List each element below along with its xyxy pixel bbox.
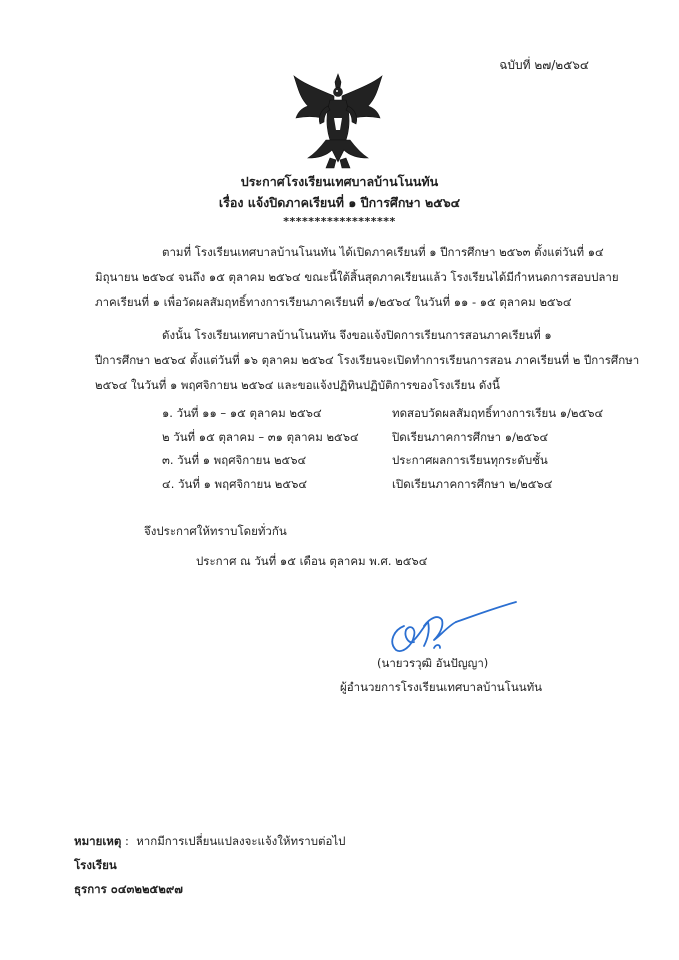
note-text: หากมีการเปลี่ยนแปลงจะแจ้งให้ทราบต่อไป xyxy=(136,834,346,848)
schedule-activity: ทดสอบวัดผลสัมฤทธิ์ทางการเรียน ๑/๒๕๖๔ xyxy=(392,406,604,420)
schedule-date: ๒ วันที่ ๑๕ ตุลาคม – ๓๑ ตุลาคม ๒๕๖๔ xyxy=(162,430,359,444)
schedule-activity: เปิดเรียนภาคการศึกษา ๒/๒๕๖๔ xyxy=(392,477,553,491)
paragraph-1-line-3: ภาคเรียนที่ ๑ เพื่อวัดผลสัมฤทธิ์ทางการเรียนภาคเรียนที่ ๑/๒๕๖๔ ในวันที่ ๑๑ - ๑๕ ตุลาคม ๒๕๖๔ xyxy=(95,295,572,309)
schedule-date: ๔. วันที่ ๑ พฤศจิกายน ๒๕๖๔ xyxy=(162,477,308,491)
garuda-emblem-icon xyxy=(290,70,386,170)
schedule-activity: ประกาศผลการเรียนทุกระดับชั้น xyxy=(392,453,548,467)
paragraph-2-line-3: ๒๕๖๔ ในวันที่ ๑ พฤศจิกายน ๒๕๖๔ และขอแจ้งปฏิทินปฏิบัติการของโรงเรียน ดังนี้ xyxy=(95,378,500,392)
schedule-activity: ปิดเรียนภาคการศึกษา ๑/๒๕๖๔ xyxy=(392,430,549,444)
note-office-line: ธุรการ ๐๔๓๒๒๕๒๙๗ xyxy=(74,882,183,896)
note-label: หมายเหตุ xyxy=(74,834,122,848)
announcement-title: ประกาศโรงเรียนเทศบาลบ้านโนนทัน xyxy=(240,174,439,189)
signatory-position: ผู้อำนวยการโรงเรียนเทศบาลบ้านโนนทัน xyxy=(340,680,543,694)
document-number: ฉบับที่ ๒๗/๒๕๖๔ xyxy=(499,58,589,72)
paragraph-1-line-2: มิถุนายน ๒๕๖๔ จนถึง ๑๕ ตุลาคม ๒๕๖๔ ขณะนี้ใต้สิ้นสุดภาคเรียนแล้ว โรงเรียนได้มีกำหนดการสอบปลาย xyxy=(95,270,619,284)
paragraph-1-line-1: ตามที่ โรงเรียนเทศบาลบ้านโนนทัน ได้เปิดภาคเรียนที่ ๑ ปีการศึกษา ๒๕๖๓ ตั้งแต่วันที่ ๑๔ xyxy=(162,245,604,259)
schedule-date: ๑. วันที่ ๑๑ – ๑๕ ตุลาคม ๒๕๖๔ xyxy=(162,406,322,420)
signature-icon xyxy=(378,596,528,660)
note-separator: : xyxy=(121,834,137,848)
announcement-date: ประกาศ ณ วันที่ ๑๕ เดือน ตุลาคม พ.ศ. ๒๕๖๔ xyxy=(196,554,428,568)
schedule-date: ๓. วันที่ ๑ พฤศจิกายน ๒๕๖๔ xyxy=(162,453,307,467)
paragraph-2-line-2: ปีการศึกษา ๒๕๖๔ ตั้งแต่วันที่ ๑๖ ตุลาคม ๒๕๖๔ โรงเรียนจะเปิดทำการเรียนการสอน ภาคเรียนที่ ๒ ปีการศึกษา xyxy=(95,353,640,367)
note-line xyxy=(74,833,345,851)
note-school-label: โรงเรียน xyxy=(74,858,117,872)
announcement-subject: เรื่อง แจ้งปิดภาคเรียนที่ ๑ ปีการศึกษา ๒๕๖๔ xyxy=(218,195,461,210)
signatory-name: (นายวรวุฒิ อันปัญญา) xyxy=(377,656,489,670)
paragraph-2-line-1: ดังนั้น โรงเรียนเทศบาลบ้านโนนทัน จึงขอแจ้งปิดการเรียนการสอนภาคเรียนที่ ๑ xyxy=(162,328,552,342)
closing-announce: จึงประกาศให้ทราบโดยทั่วกัน xyxy=(144,524,287,538)
title-separator: ****************** xyxy=(283,215,396,228)
